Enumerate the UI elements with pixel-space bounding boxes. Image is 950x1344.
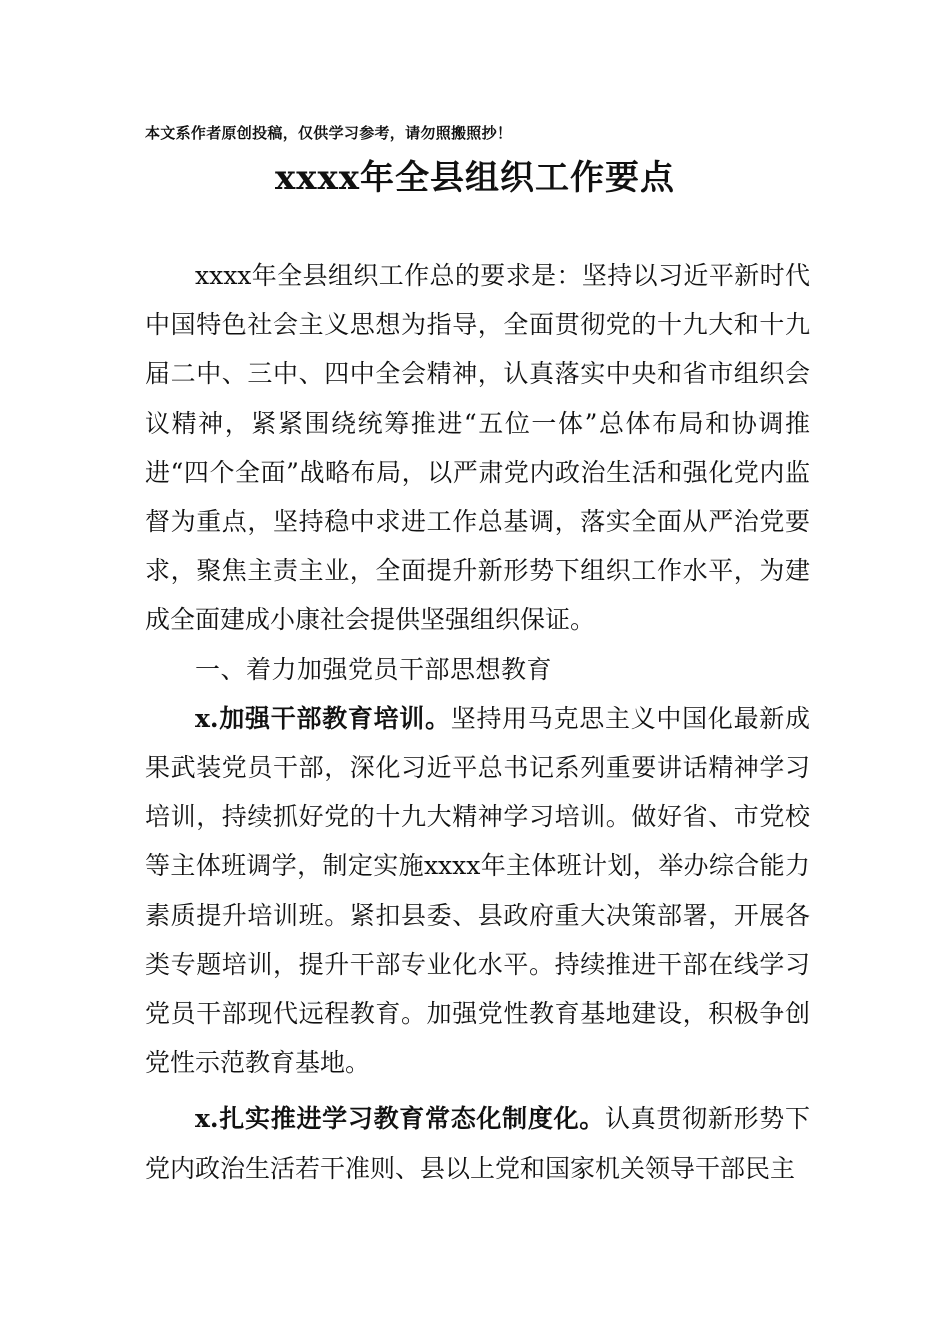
section-heading: 一、着力加强党员干部思想教育 [195, 654, 553, 684]
item-paragraph-1 [145, 694, 810, 1088]
item-paragraph-2 [145, 1094, 810, 1192]
item-text-1: 坚持用马克思主义中国化最新成果武装党员干部，深化习近平总书记系列重要讲话精神学习培训，持续抓好党的十九大精神学习培训。做好省、市党校等主体班调学，制定实施xxxx年主体班计划，举办综合能力素质提升培训班。紧扣县委、县政府重大决策部署，开展各类专题培训，提升干部专业化水平。持续推进干部在线学习党员干部现代远程教育。加强党性教育基地建设，积极争创党性示范教育基地。 [145, 703, 810, 1078]
item-lead-1: x.加强干部教育培训。 [195, 703, 451, 733]
item-text-2: 认真贯彻新形势下党内政治生活若干准则、县以上党和国家机关领导干部民主 [145, 1104, 810, 1183]
document-body [145, 251, 810, 1193]
intro-paragraph: xxxx年全县组织工作总的要求是：坚持以习近平新时代中国特色社会主义思想为指导，全面贯彻党的十九大和十九届二中、三中、四中全会精神，认真落实中央和省市组织会议精神，紧紧围绕统筹推进“五位一体”总体布局和协调推进“四个全面”战略布局，以严肃党内政治生活和强化党内监督为重点，坚持稳中求进工作总基调，落实全面从严治党要求，聚焦主责主业，全面提升新形势下组织工作水平，为建成全面建成小康社会提供坚强组织保证。 [145, 261, 810, 635]
copyright-notice: 本文系作者原创投稿，仅供学习参考，请勿照搬照抄！ [145, 124, 513, 142]
document-title: xxxx年全县组织工作要点 [274, 158, 676, 198]
item-lead-2: x.扎实推进学习教育常态化制度化。 [195, 1104, 605, 1134]
